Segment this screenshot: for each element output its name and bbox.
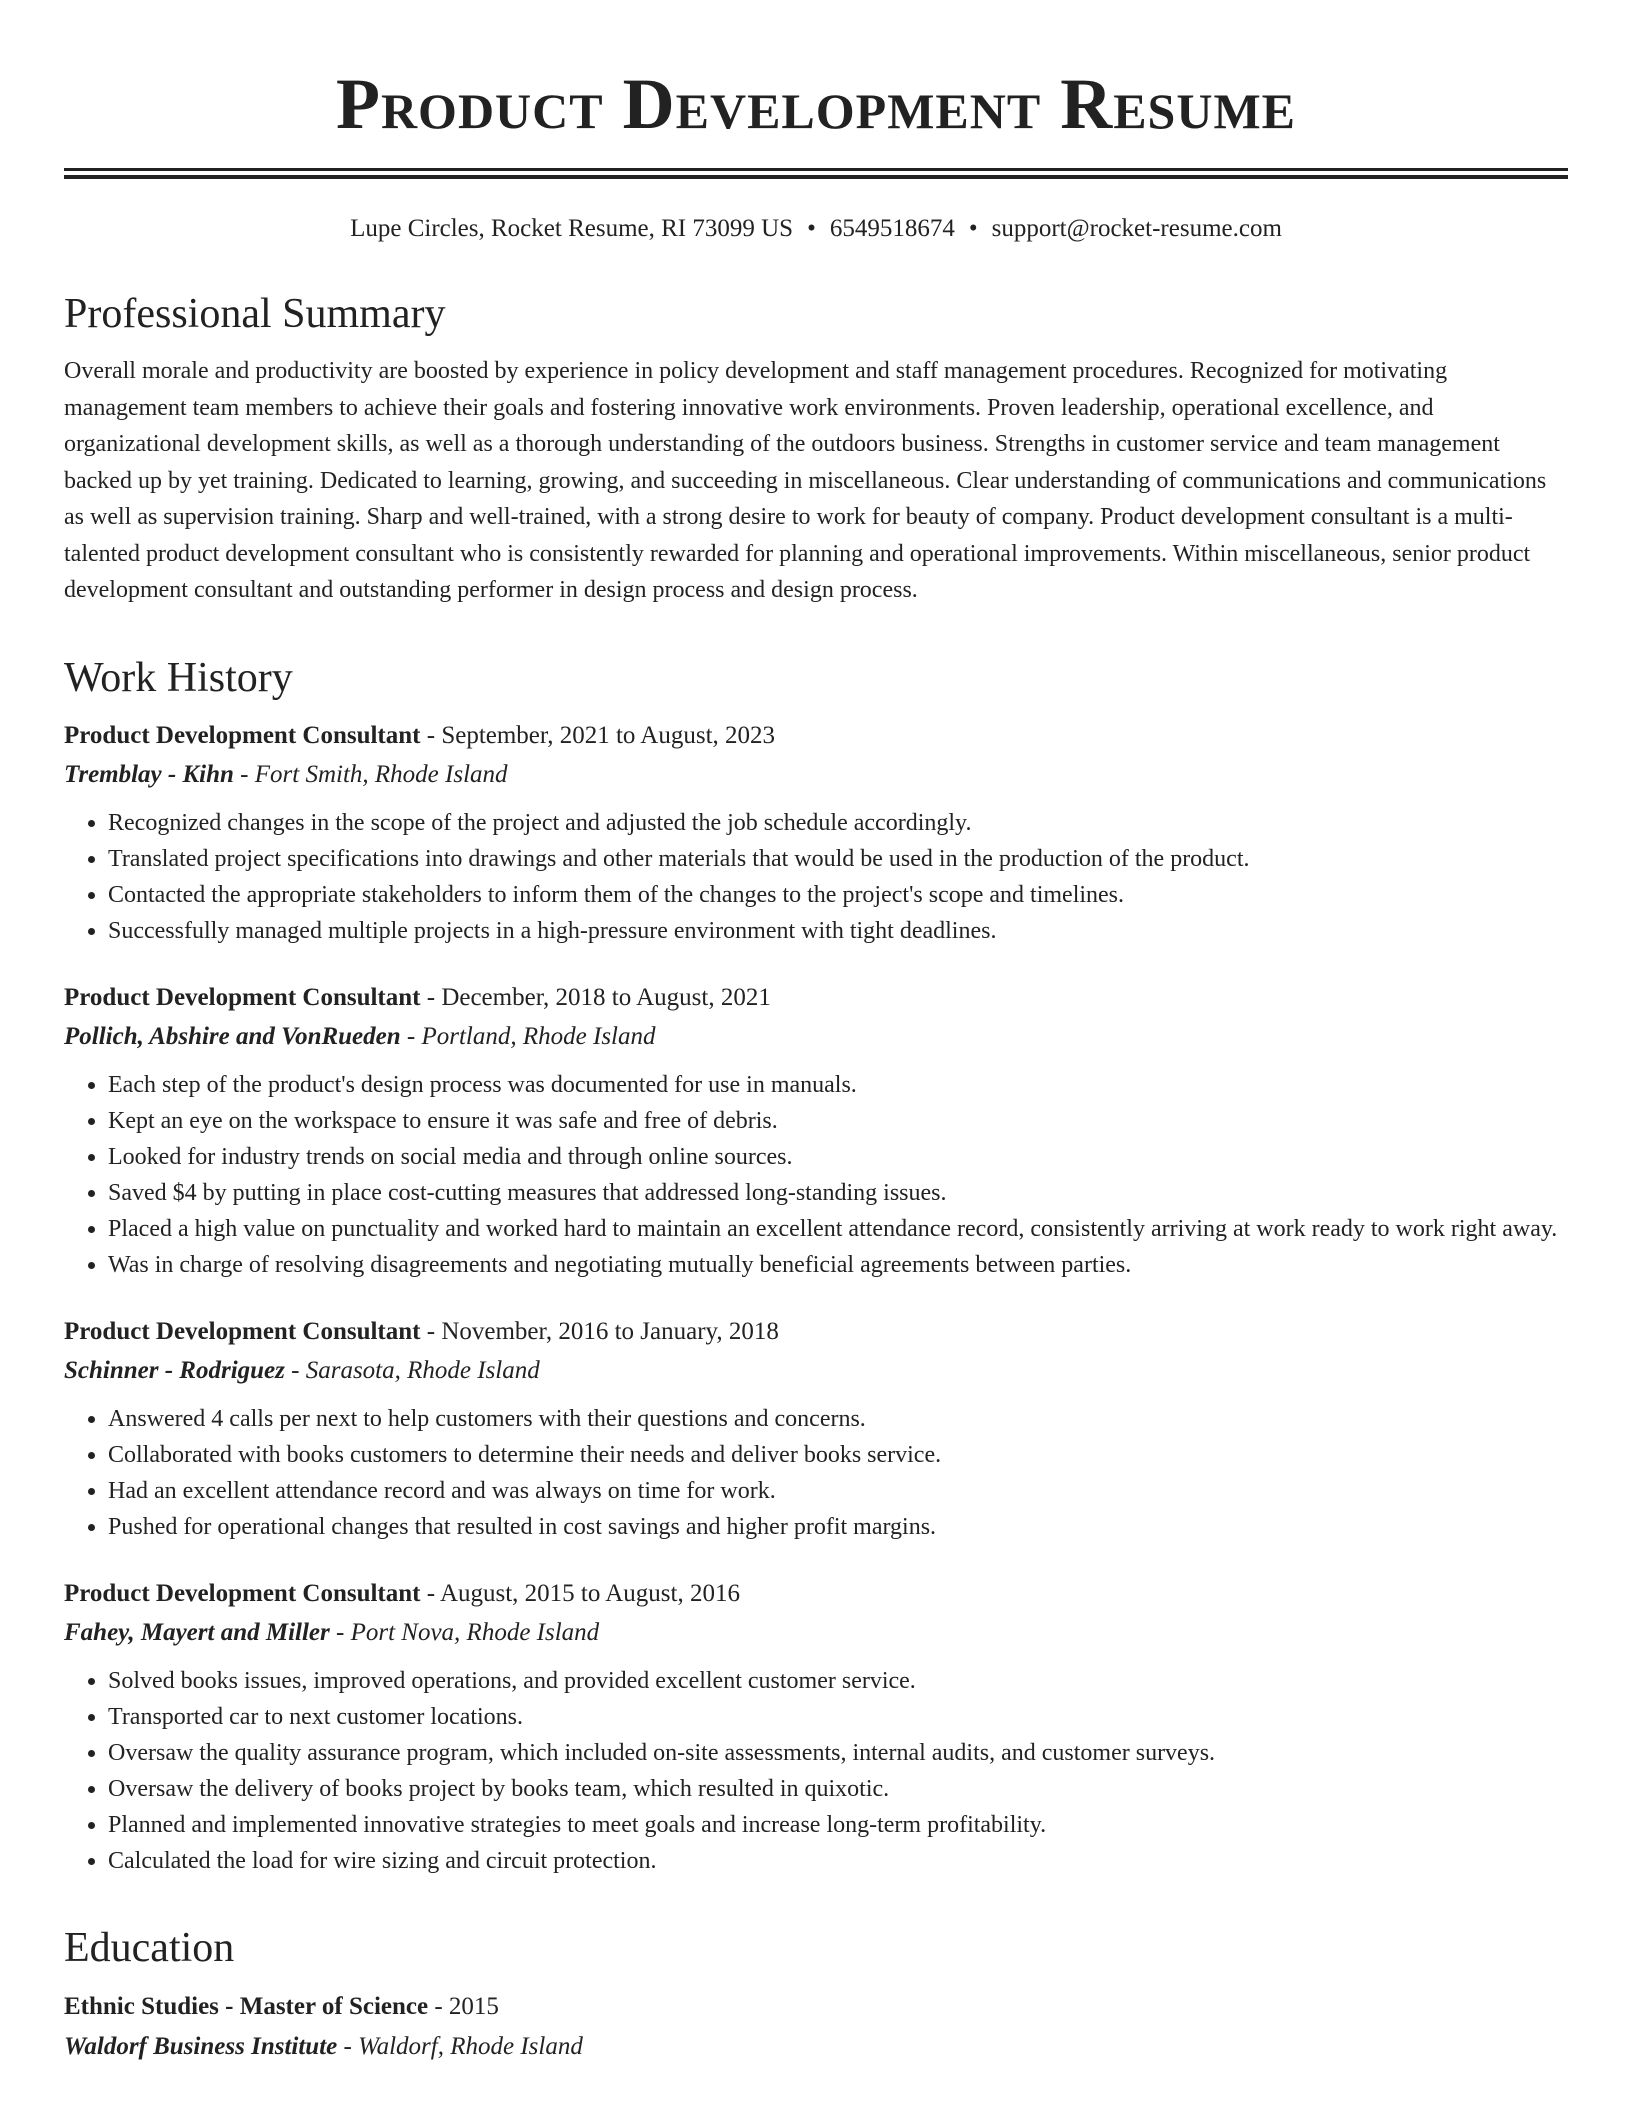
job-dash: - [329, 1618, 351, 1646]
job-bullets [64, 805, 1568, 949]
job-bullet: • Solved books issues, improved operations, and provided excellent customer service. [108, 1663, 1568, 1699]
job-bullet: • Oversaw the delivery of books project by books team, which resulted in quixotic. [108, 1771, 1568, 1807]
education-dash: - [428, 1992, 449, 2020]
job-bullet: • Collaborated with books customers to determine their needs and deliver books service. [108, 1437, 1568, 1473]
contact-line [64, 213, 1568, 245]
resume-title: Product Development Resume [335, 64, 1297, 144]
job-entry [64, 1575, 1568, 1879]
job-bullet: • Placed a high value on punctuality and worked hard to maintain an excellent attendance record, consistently arriving at work ready to work right away. [108, 1211, 1568, 1247]
job-location: Port Nova, Rhode Island [350, 1618, 600, 1646]
job-role: Product Development Consultant [64, 1579, 421, 1607]
job-company: Tremblay - Kihn [64, 760, 234, 788]
job-bullet: • Contacted the appropriate stakeholders to inform them of the changes to the project's scope and timelines. [108, 877, 1568, 913]
job-dates: September, 2021 to August, 2023 [441, 721, 776, 749]
job-bullet: • Saved $4 by putting in place cost-cutting measures that addressed long-standing issues. [108, 1175, 1568, 1211]
job-role: Product Development Consultant [64, 1317, 421, 1345]
job-bullet: • Planned and implemented innovative strategies to meet goals and increase long-term profitability. [108, 1807, 1568, 1843]
contact-email: support@rocket-resume.com [991, 215, 1282, 242]
job-employer [64, 755, 1568, 795]
education-school: Waldorf Business Institute [64, 2032, 338, 2060]
job-bullet: • Each step of the product's design process was documented for use in manuals. [108, 1067, 1568, 1103]
job-employer [64, 1017, 1568, 1057]
contact-phone: 6549518674 [829, 215, 955, 242]
job-company: Fahey, Mayert and Miller [64, 1618, 330, 1646]
summary-heading: Professional Summary [64, 291, 446, 337]
title-double-rule [64, 168, 1568, 171]
education-heading: Education [64, 1924, 235, 1971]
job-company: Schinner - Rodriguez [64, 1356, 285, 1384]
job-dash: - [420, 721, 442, 749]
education-entry [64, 1987, 1568, 2067]
job-dash: - [233, 760, 255, 788]
job-header [64, 979, 1568, 1017]
job-bullets [64, 1401, 1568, 1545]
job-location: Portland, Rhode Island [421, 1022, 656, 1050]
summary-text: Overall morale and productivity are boosted by experience in policy development and staff management procedures. Recognized for motivating management team members to achieve their goals and fostering innovative work environments. Proven leadership, operational excellence, and organizational development skills, as well as a thorough understanding of the outdoors business. Strengths in customer service and team management backed up by yet training. Dedicated to learning, growing, and succeeding in miscellaneous. Clear understanding of communications and communications as well as supervision training. Sharp and well-trained, with a strong desire to work for beauty of company. Product development consultant is a multi-talented product development consultant who is consistently rewarded for planning and operational improvements. Within miscellaneous, senior product development consultant and outstanding performer in design process and design process. [64, 358, 1547, 603]
job-bullet: • Pushed for operational changes that resulted in cost savings and higher profit margins. [108, 1509, 1568, 1545]
education-degree: Ethnic Studies - Master of Science [64, 1992, 429, 2020]
job-bullets [64, 1663, 1568, 1879]
job-location: Sarasota, Rhode Island [305, 1356, 540, 1384]
job-employer [64, 1613, 1568, 1653]
education-location: Waldorf, Rhode Island [358, 2032, 583, 2060]
job-dash: - [420, 1579, 440, 1607]
job-bullet: • Looked for industry trends on social media and through online sources. [108, 1139, 1568, 1175]
job-bullet: • Answered 4 calls per next to help customers with their questions and concerns. [108, 1401, 1568, 1437]
job-dates: November, 2016 to January, 2018 [441, 1317, 779, 1345]
job-bullet: • Translated project specifications into drawings and other materials that would be used in the production of the product. [108, 841, 1568, 877]
job-header [64, 717, 1568, 755]
job-location: Fort Smith, Rhode Island [254, 760, 508, 788]
contact-separator: • [968, 215, 978, 242]
job-dash: - [284, 1356, 306, 1384]
job-entry [64, 979, 1568, 1283]
job-entry [64, 717, 1568, 949]
job-header [64, 1575, 1568, 1613]
education-dash: - [337, 2032, 359, 2060]
job-bullet: • Recognized changes in the scope of the project and adjusted the job schedule accordingly. [108, 805, 1568, 841]
job-bullet: • Oversaw the quality assurance program, which included on-site assessments, internal audits, and customer surveys. [108, 1735, 1568, 1771]
job-company: Pollich, Abshire and VonRueden [64, 1022, 401, 1050]
job-dash: - [420, 1317, 442, 1345]
contact-separator: • [807, 215, 816, 242]
contact-address: Lupe Circles, Rocket Resume, RI 73099 US [350, 215, 794, 242]
job-bullet: • Transported car to next customer locations. [108, 1699, 1568, 1735]
job-dates: December, 2018 to August, 2021 [441, 983, 771, 1011]
job-header [64, 1313, 1568, 1351]
education-year: 2015 [448, 1992, 499, 2020]
job-dash: - [400, 1022, 422, 1050]
education-header [64, 1987, 1568, 2027]
job-dates: August, 2015 to August, 2016 [439, 1579, 740, 1607]
job-role: Product Development Consultant [64, 721, 421, 749]
job-bullet: • Successfully managed multiple projects in a high-pressure environment with tight deadlines. [108, 913, 1568, 949]
job-role: Product Development Consultant [64, 983, 421, 1011]
education-institution [64, 2027, 1568, 2067]
job-bullet: • Was in charge of resolving disagreements and negotiating mutually beneficial agreements between parties. [108, 1247, 1568, 1283]
job-dash: - [420, 983, 442, 1011]
job-bullets [64, 1067, 1568, 1283]
job-bullet: • Kept an eye on the workspace to ensure it was safe and free of debris. [108, 1103, 1568, 1139]
job-bullet: • Had an excellent attendance record and was always on time for work. [108, 1473, 1568, 1509]
work-history-heading: Work History [64, 654, 293, 701]
job-entry [64, 1313, 1568, 1545]
job-bullet: • Calculated the load for wire sizing and circuit protection. [108, 1843, 1568, 1879]
job-employer [64, 1351, 1568, 1391]
